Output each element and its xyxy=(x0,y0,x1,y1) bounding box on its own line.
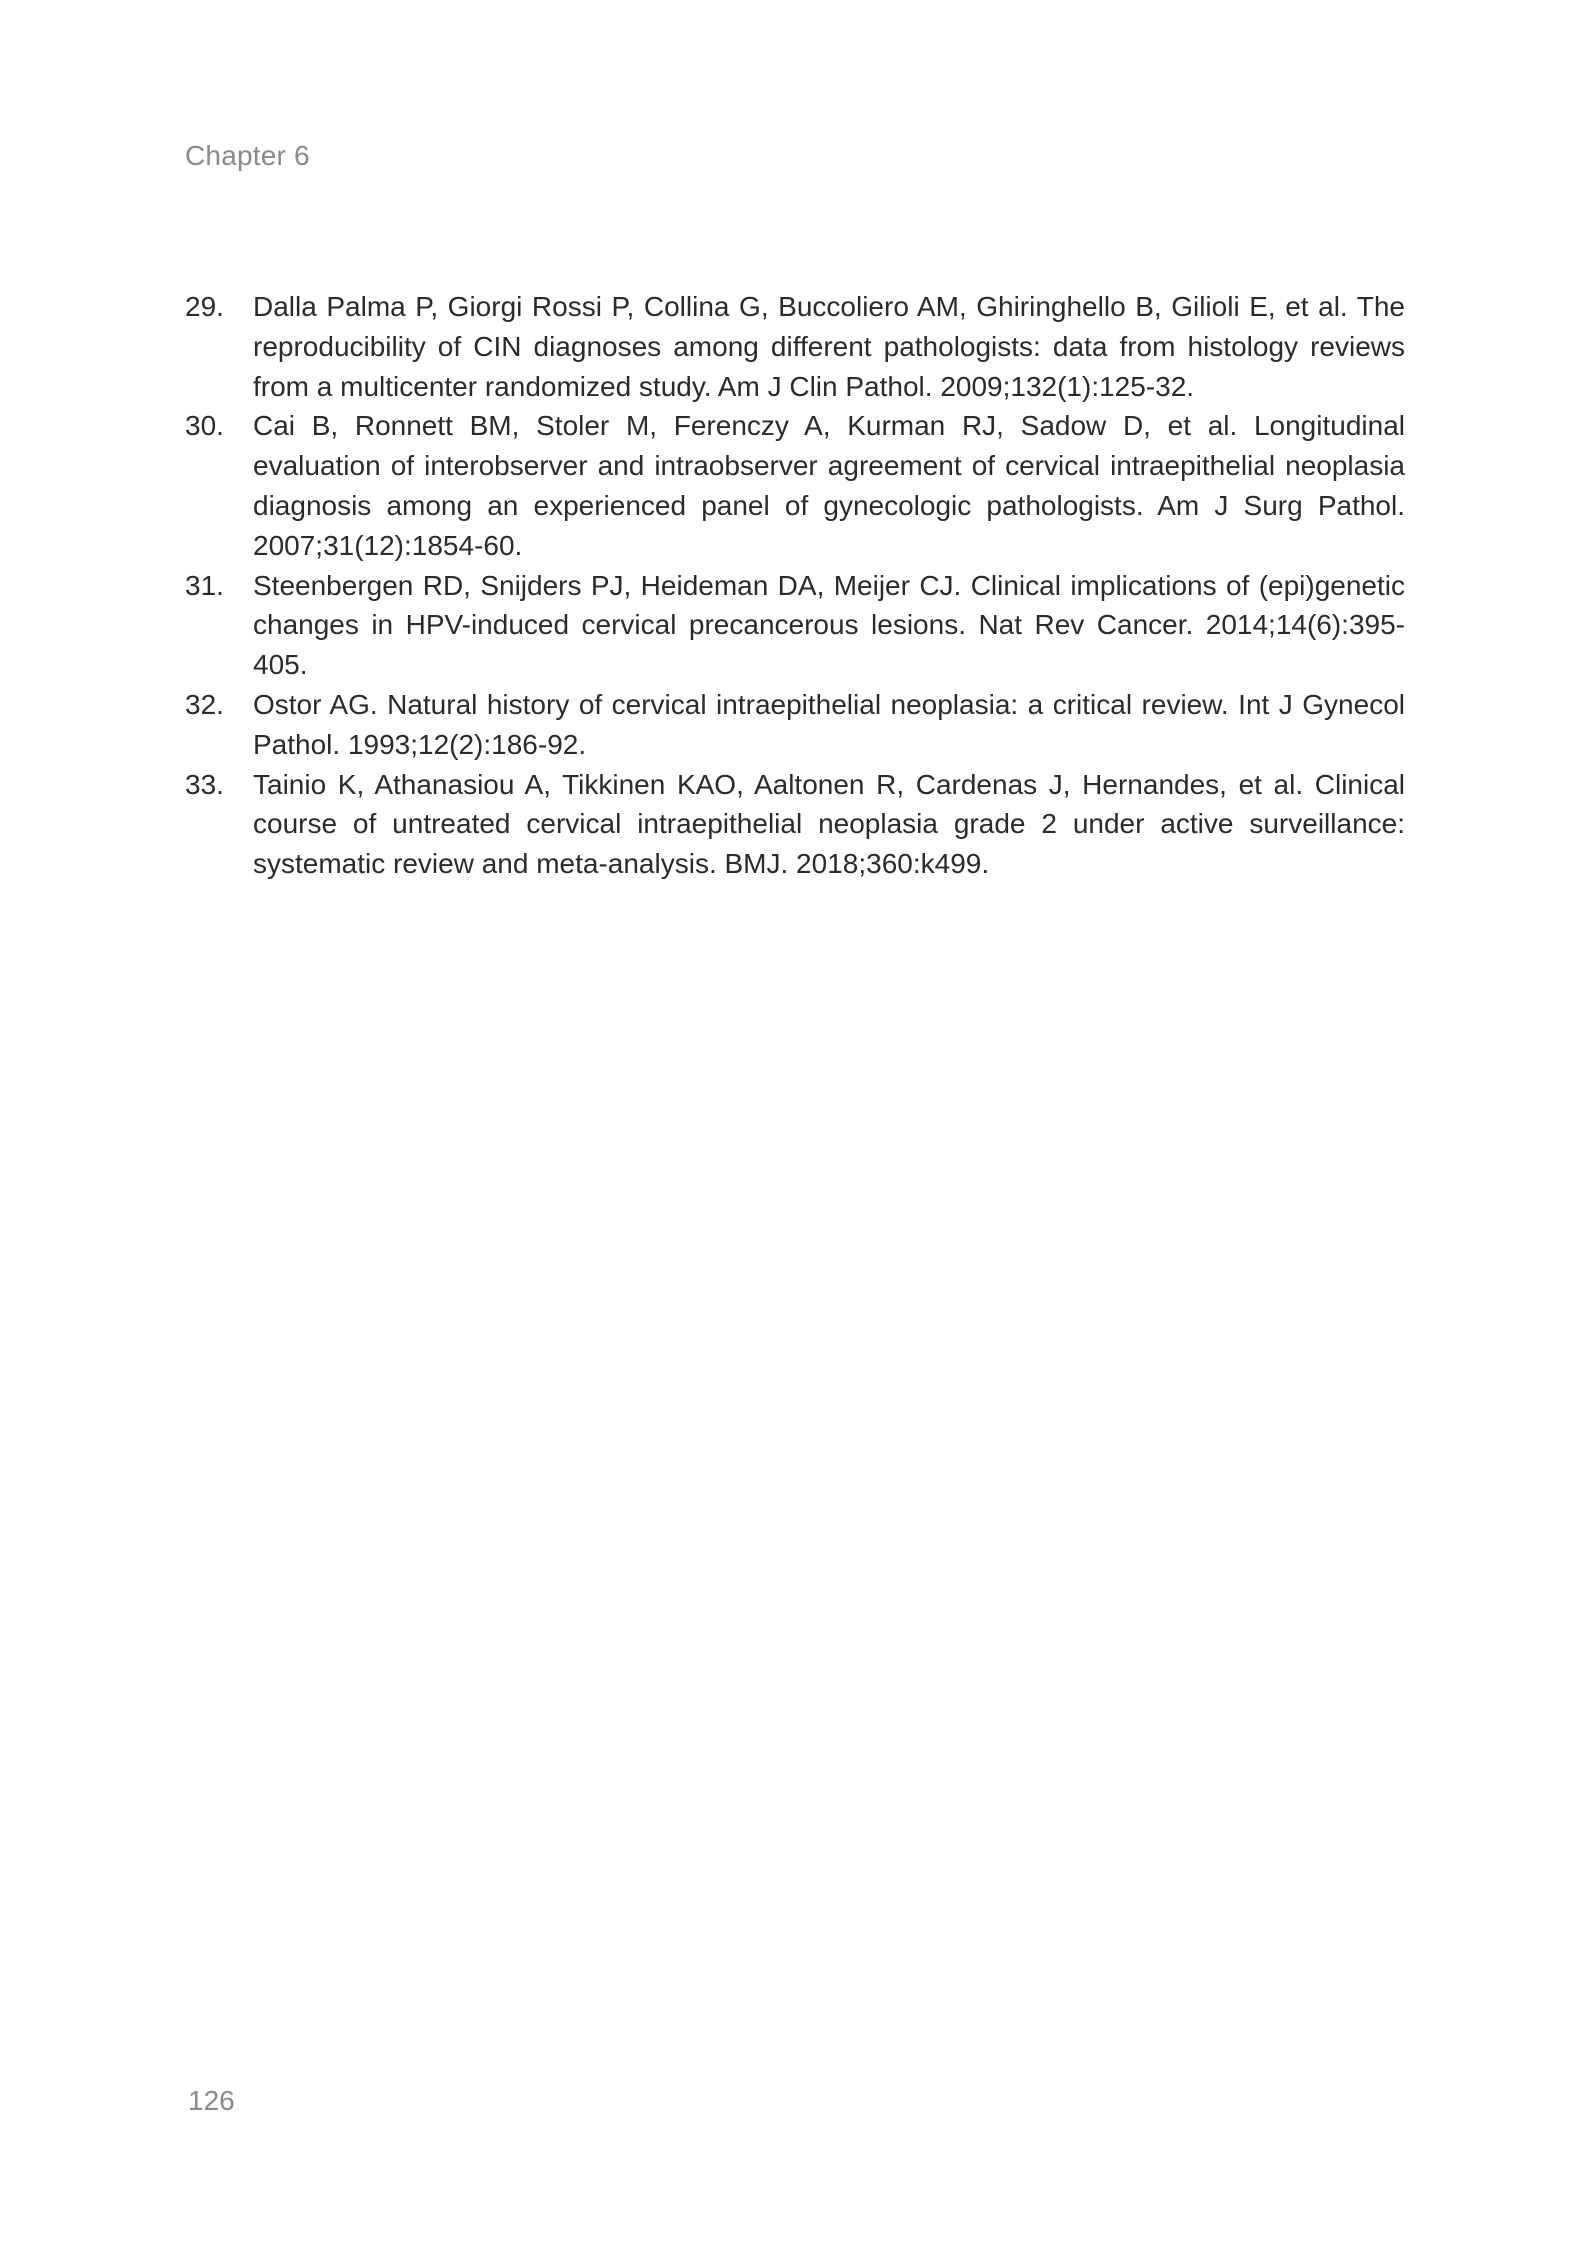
reference-list xyxy=(185,287,1405,884)
reference-number: 33. xyxy=(185,768,224,800)
reference-number: 30. xyxy=(185,410,224,442)
reference-number: 29. xyxy=(185,291,224,322)
reference-text: Tainio K, Athanasiou A, Tikkinen KAO, Aaltonen R, Cardenas J, Hernandes, et al. Clinical course of untreated cervical intraepithelial neoplasia grade 2 under active surveillance: systematic review and meta-analysis. BMJ. 2018;360:k499. xyxy=(253,768,1405,880)
reference-text: Steenbergen RD, Snijders PJ, Heideman DA, Meijer CJ. Clinical implications of (epi)genetic changes in HPV-induced cervical precancerous lesions. Nat Rev Cancer. 2014;14(6):395-405. xyxy=(253,569,1405,681)
reference-item xyxy=(185,406,1405,565)
reference-text: Dalla Palma P, Giorgi Rossi P, Collina G, Buccoliero AM, Ghiringhello B, Gilioli E, et al. The reproducibility of CIN diagnoses among different pathologists: data from histology reviews from a multicenter randomized study. Am J Clin Pathol. 2009;132(1):125-32. xyxy=(253,291,1405,402)
reference-number: 32. xyxy=(185,688,224,720)
reference-number: 31. xyxy=(185,569,224,601)
reference-item xyxy=(185,566,1405,685)
running-head: Chapter 6 xyxy=(185,140,310,171)
reference-item xyxy=(185,765,1405,884)
reference-text: Ostor AG. Natural history of cervical intraepithelial neoplasia: a critical review. Int J Gynecol Pathol. 1993;12(2):186-92. xyxy=(253,688,1405,760)
reference-item xyxy=(185,685,1405,765)
reference-item xyxy=(185,287,1405,406)
reference-text: Cai B, Ronnett BM, Stoler M, Ferenczy A, Kurman RJ, Sadow D, et al. Longitudinal evaluation of interobserver and intraobserver agreement of cervical intraepithelial neoplasia diagnosis among an experienced panel of gynecologic pathologists. Am J Surg Pathol. 2007;31(12):1854-60. xyxy=(253,410,1405,561)
page-number: 126 xyxy=(188,2085,235,2116)
